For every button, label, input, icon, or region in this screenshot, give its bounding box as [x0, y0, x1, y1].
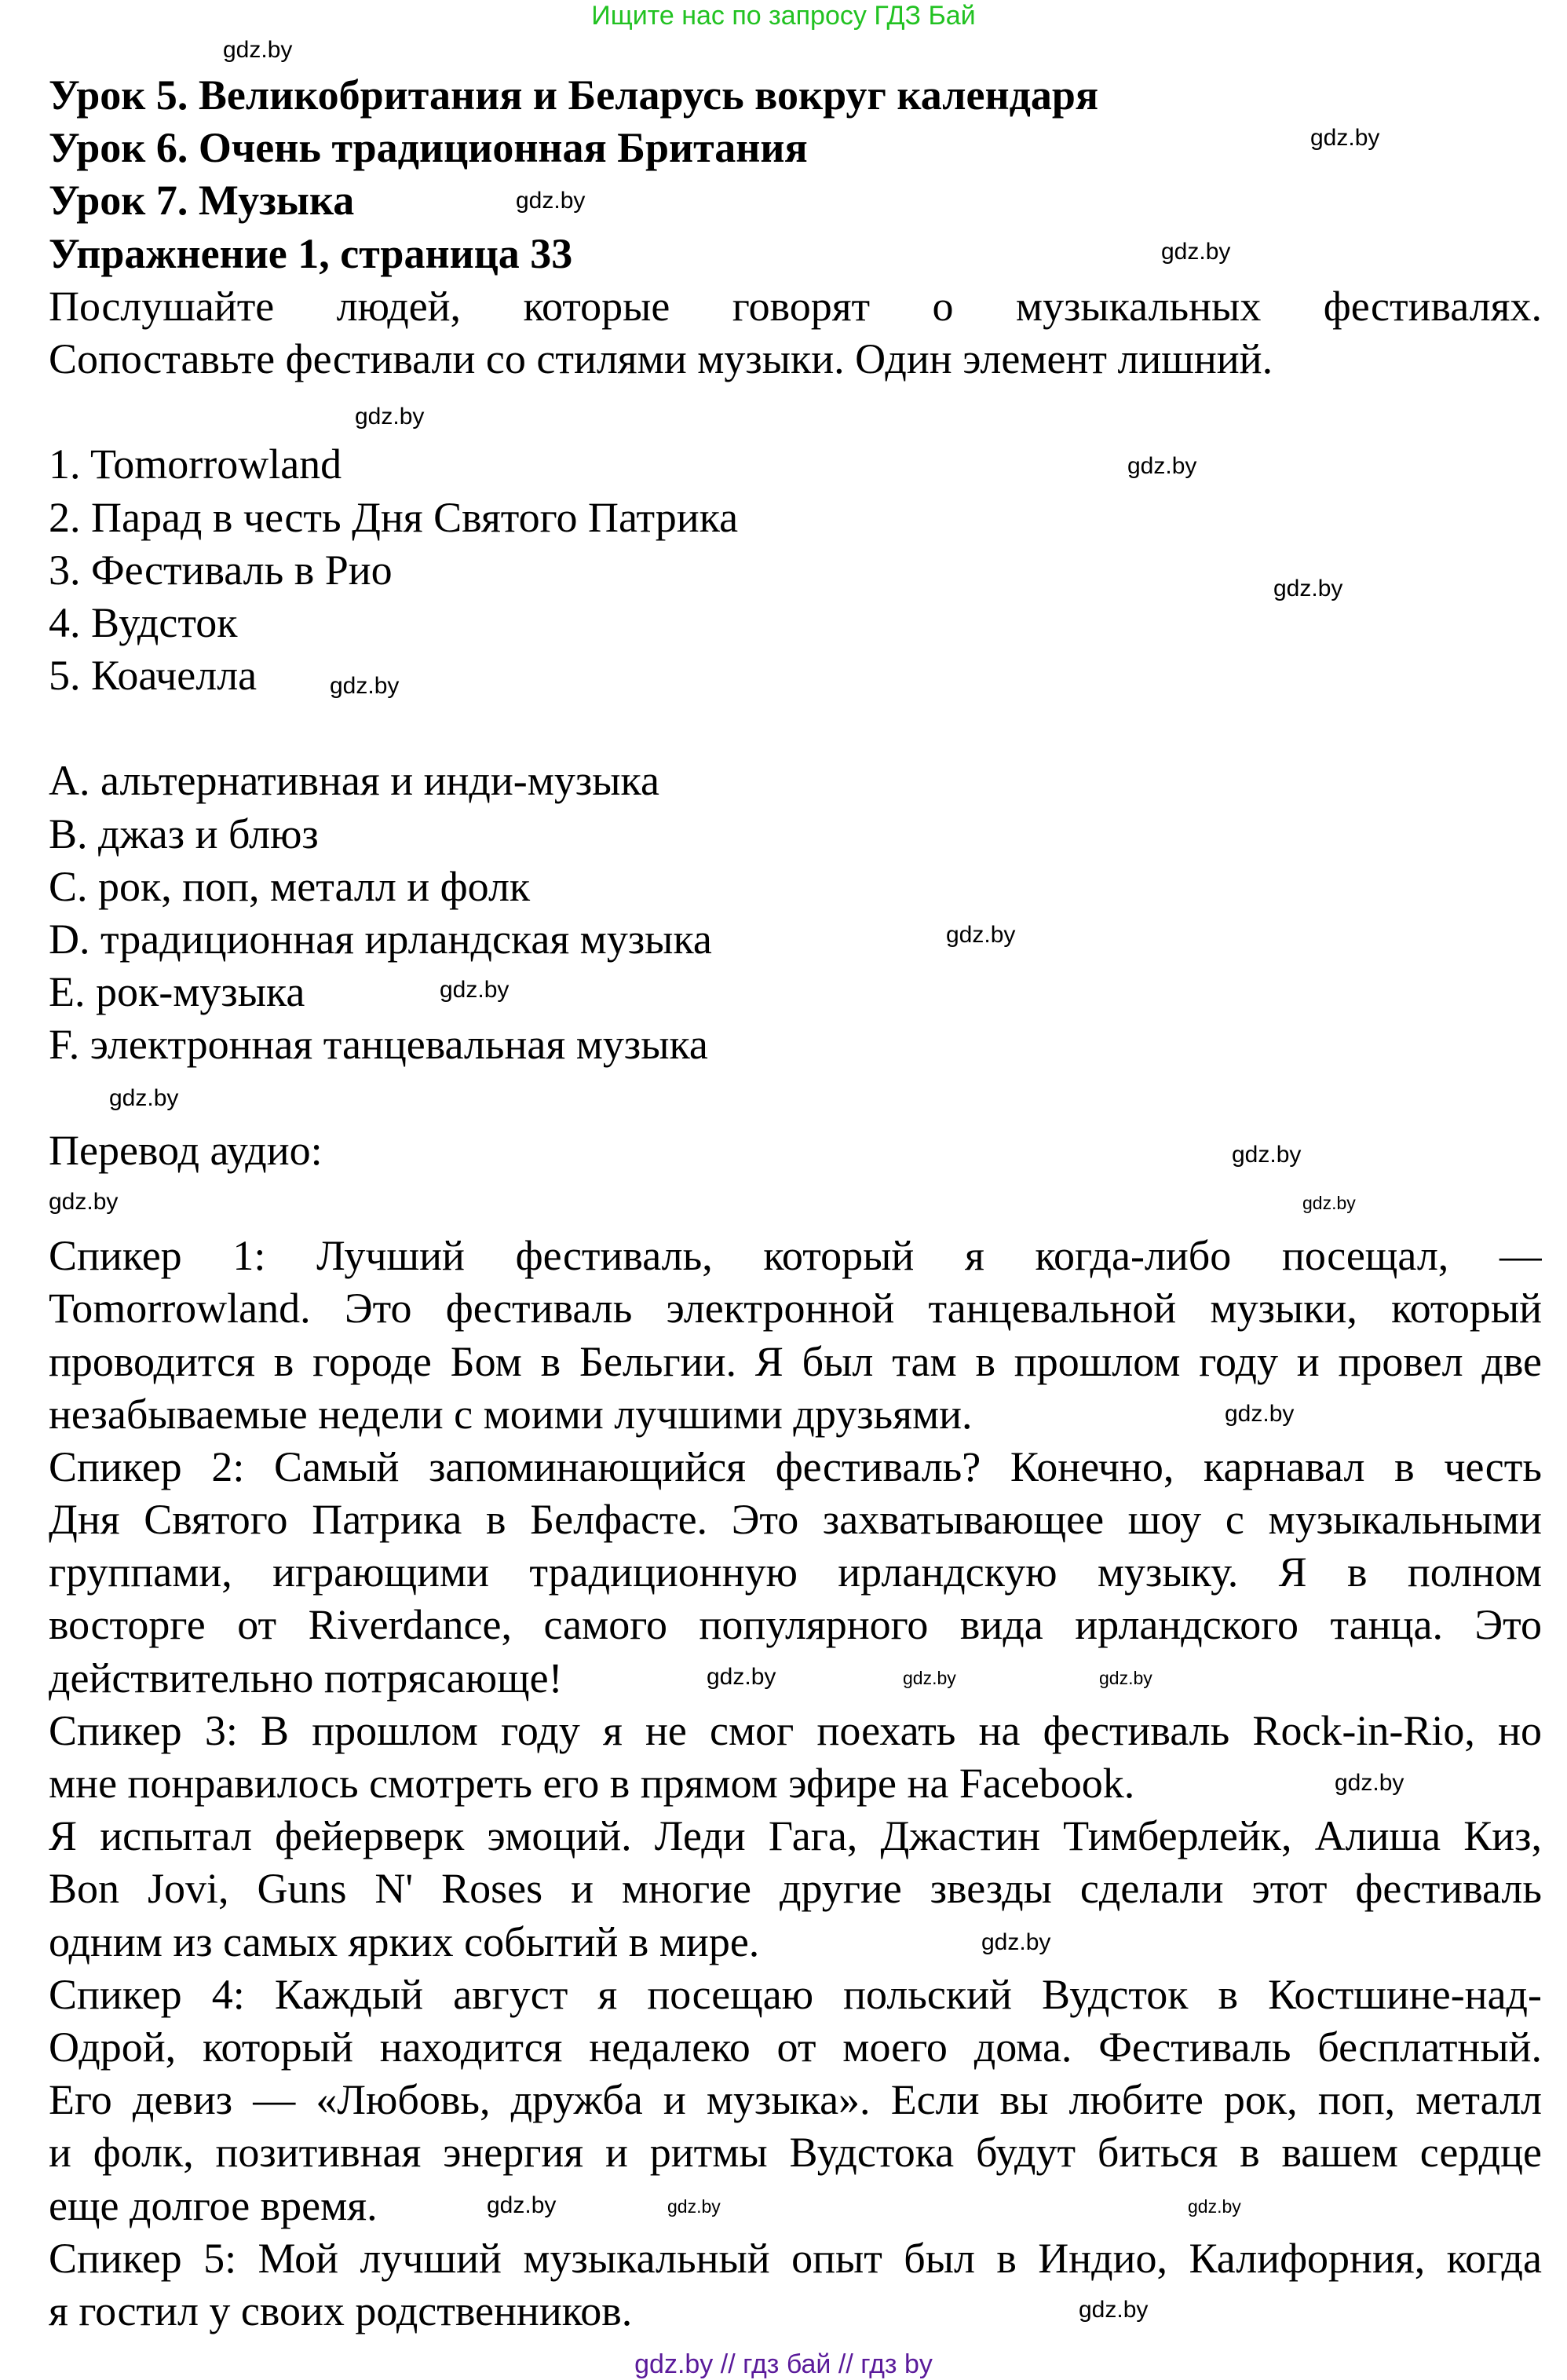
list-item: B. джаз и блюз [49, 810, 319, 857]
watermark: gdz.by [1188, 2196, 1241, 2217]
watermark: gdz.by [1161, 239, 1231, 265]
watermark: gdz.by [981, 1929, 1051, 1955]
paragraph-line: Спикер 2: Самый запоминающийся фестиваль? Конечно, карнавал в честь [49, 1442, 1542, 1490]
watermark: gdz.by [1302, 1193, 1356, 1213]
paragraph-line: Спикер 5: Мой лучший музыкальный опыт был в Индио, Калифорния, когда [49, 2234, 1542, 2282]
watermark: gdz.by [1099, 1668, 1152, 1688]
paragraph-line: Bon Jovi, Guns N' Roses и многие другие звезды сделали этот фестиваль [49, 1865, 1542, 1913]
watermark: gdz.by [1127, 453, 1197, 479]
heading: Урок 5. Великобритания и Беларусь вокруг календаря [49, 71, 1099, 119]
list-item: 3. Фестиваль в Рио [49, 546, 393, 594]
paragraph-line: действительно потрясающе! [49, 1654, 563, 1702]
heading: Урок 6. Очень традиционная Британия [49, 124, 808, 172]
watermark: gdz.by [440, 977, 510, 1003]
paragraph-line: Дня Святого Патрика в Белфасте. Это захватывающее шоу с музыкальными [49, 1496, 1542, 1544]
watermark: gdz.by [1335, 1770, 1404, 1796]
paragraph-line: незабываемые недели с моими лучшими друзьями. [49, 1390, 973, 1438]
watermark: gdz.by [516, 188, 586, 214]
paragraph-line: мне понравилось смотреть его в прямом эфире на Facebook. [49, 1760, 1135, 1807]
paragraph-line: группами, играющими традиционную ирландскую музыку. Я в полном [49, 1548, 1542, 1596]
watermark: gdz.by [487, 2192, 557, 2218]
watermark: gdz.by [109, 1085, 179, 1111]
watermark: gdz.by [223, 37, 293, 63]
list-item: 2. Парад в честь Дня Святого Патрика [49, 493, 739, 541]
paragraph-line: Послушайте людей, которые говорят о музыкальных фестивалях. [49, 282, 1542, 330]
watermark: gdz.by [49, 1189, 119, 1215]
list-item: D. традиционная ирландская музыка [49, 916, 712, 963]
paragraph-line: еще долгое время. [49, 2181, 378, 2229]
watermark: gdz.by [707, 1664, 776, 1690]
heading: Упражнение 1, страница 33 [49, 229, 573, 277]
footer-links[interactable]: gdz.by // гдз бай // гдз by [634, 2349, 933, 2379]
watermark: gdz.by [1079, 2297, 1149, 2323]
heading: Урок 7. Музыка [49, 177, 355, 225]
paragraph-line: Спикер 1: Лучший фестиваль, который я когда-либо посещал, — [49, 1232, 1542, 1280]
search-banner[interactable]: Ищите нас по запросу ГДЗ Бай [591, 1, 976, 31]
paragraph-line: Я испытал фейерверк эмоций. Леди Гага, Джастин Тимберлейк, Алиша Киз, [49, 1812, 1542, 1860]
paragraph-line: Одрой, который находится недалеко от моего дома. Фестиваль бесплатный. [49, 2023, 1542, 2071]
watermark: gdz.by [1310, 125, 1380, 151]
watermark: gdz.by [667, 2196, 721, 2217]
list-item: 5. Коачелла [49, 652, 258, 700]
paragraph-line: и фолк, позитивная энергия и ритмы Вудстока будут биться в вашем сердце [49, 2129, 1542, 2177]
watermark: gdz.by [1232, 1142, 1302, 1168]
paragraph-line: Его девиз — «Любовь, дружба и музыка». Если вы любите рок, поп, металл [49, 2076, 1542, 2124]
paragraph-line: восторге от Riverdance, самого популярного вида ирландского танца. Это [49, 1601, 1542, 1649]
paragraph-line: я гостил у своих родственников. [49, 2287, 633, 2334]
paragraph-line: Tomorrowland. Это фестиваль электронной танцевальной музыки, который [49, 1285, 1542, 1333]
list-item: E. рок-музыка [49, 968, 305, 1016]
paragraph-line: проводится в городе Бом в Бельгии. Я был там в прошлом году и провел две [49, 1337, 1542, 1385]
watermark: gdz.by [1225, 1401, 1295, 1427]
watermark: gdz.by [903, 1668, 956, 1688]
paragraph-line: Спикер 3: В прошлом году я не смог поехать на фестиваль Rock-in-Rio, но [49, 1706, 1542, 1754]
watermark: gdz.by [355, 404, 425, 430]
list-item: Перевод аудио: [49, 1126, 323, 1174]
watermark: gdz.by [946, 922, 1016, 948]
list-item: C. рок, поп, металл и фолк [49, 862, 531, 910]
watermark: gdz.by [1273, 576, 1343, 601]
paragraph-line: Сопоставьте фестивали со стилями музыки. Один элемент лишний. [49, 335, 1273, 382]
watermark: gdz.by [330, 673, 400, 699]
list-item: A. альтернативная и инди-музыка [49, 757, 659, 805]
paragraph-line: Спикер 4: Каждый август я посещаю польский Вудсток в Костшине-над- [49, 1970, 1542, 2018]
list-item: F. электронная танцевальная музыка [49, 1021, 708, 1069]
list-item: 1. Tomorrowland [49, 441, 342, 488]
paragraph-line: одним из самых ярких событий в мире. [49, 1918, 760, 1965]
list-item: 4. Вудсток [49, 598, 238, 646]
